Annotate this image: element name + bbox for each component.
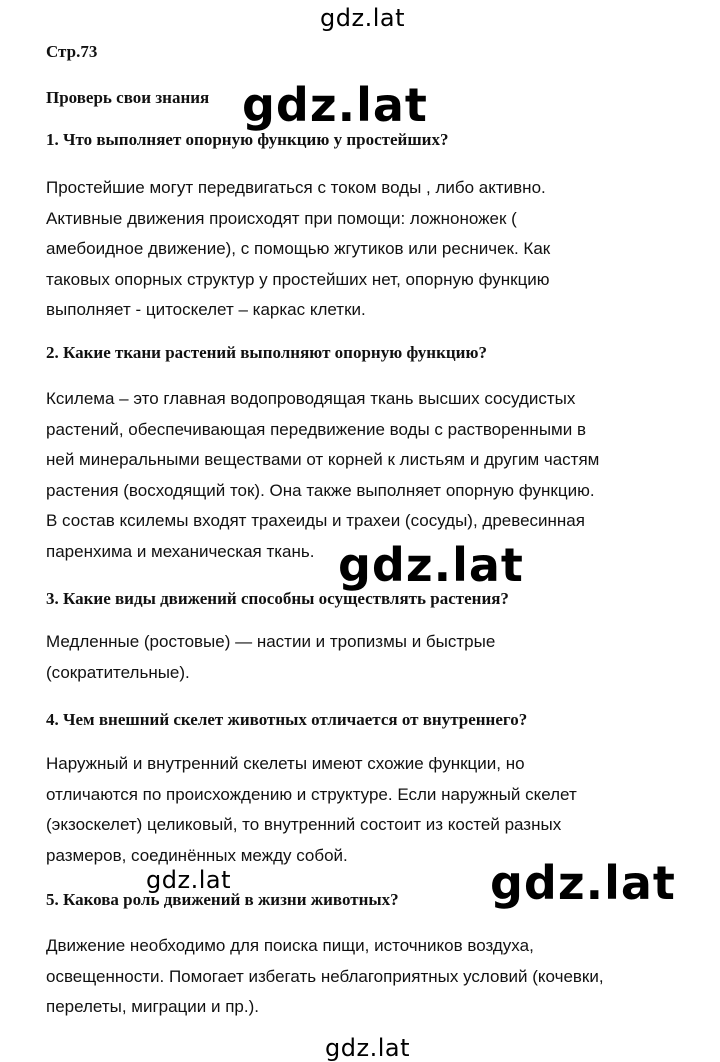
answer-4 (46, 749, 686, 871)
answer-line: размеров, соединённых между собой. (46, 845, 348, 865)
answer-line: В состав ксилемы входят трахеиды и трахеи (сосуды), древесинная (46, 511, 585, 530)
answer-1 (46, 173, 686, 326)
watermark-lower-small: gdz.lat (146, 866, 231, 894)
answer-line: ней минеральными веществами от корней к листьям и другим частям (46, 450, 600, 469)
watermark-lower-big: gdz.lat (490, 856, 676, 910)
answer-line: Ксилема – это главная водопроводящая ткань высших сосудистых (46, 389, 576, 408)
answer-line: Простейшие могут передвигаться с током воды , либо активно. (46, 178, 546, 197)
answer-line: выполняет - цитоскелет – каркас клетки. (46, 300, 366, 319)
answer-line: Медленные (ростовые) — настии и тропизмы и быстрые (46, 632, 496, 651)
answer-line: таковых опорных структур у простейших нет, опорную функцию (46, 269, 550, 289)
answer-line: Наружный и внутренний скелеты имеют схожие функции, но (46, 754, 525, 773)
answer-line: Активные движения происходят при помощи: ложноножек ( (46, 208, 517, 228)
question-2: 2. Какие ткани растений выполняют опорную функцию? (46, 343, 487, 362)
answer-line: освещенности. Помогает избегать неблагоприятных условий (кочевки, (46, 966, 604, 986)
answer-line: растений, обеспечивающая передвижение воды с растворенными в (46, 419, 586, 439)
question-5: 5. Какова роль движений в жизни животных? (46, 890, 399, 909)
answer-line: (экзоскелет) целиковый, то внутренний состоит из костей разных (46, 815, 562, 834)
answer-line: (сократительные). (46, 662, 190, 682)
answer-line: Движение необходимо для поиска пищи, источников воздуха, (46, 936, 534, 955)
page-label: Стр.73 (46, 42, 98, 61)
answer-5 (46, 931, 686, 1023)
answer-line: перелеты, миграции и пр.). (46, 997, 259, 1016)
watermark-top: gdz.lat (320, 4, 405, 32)
answer-3 (46, 627, 686, 688)
watermark-bottom: gdz.lat (325, 1034, 410, 1062)
watermark-under-heading: gdz.lat (242, 78, 428, 132)
question-4: 4. Чем внешний скелет животных отличается от внутреннего? (46, 710, 528, 729)
answer-line: амебоидное движение), с помощью жгутиков или ресничек. Как (46, 239, 551, 258)
question-3: 3. Какие виды движений способны осуществлять растения? (46, 589, 509, 608)
answer-line: паренхима и механическая ткань. (46, 541, 315, 561)
section-title: Проверь свои знания (46, 88, 210, 107)
watermark-middle: gdz.lat (338, 538, 524, 592)
answer-line: растения (восходящий ток). Она также выполняет опорную функцию. (46, 480, 595, 500)
answer-line: отличаются по происхождению и структуре. Если наружный скелет (46, 784, 577, 804)
question-1: 1. Что выполняет опорную функцию у простейших? (46, 130, 449, 149)
